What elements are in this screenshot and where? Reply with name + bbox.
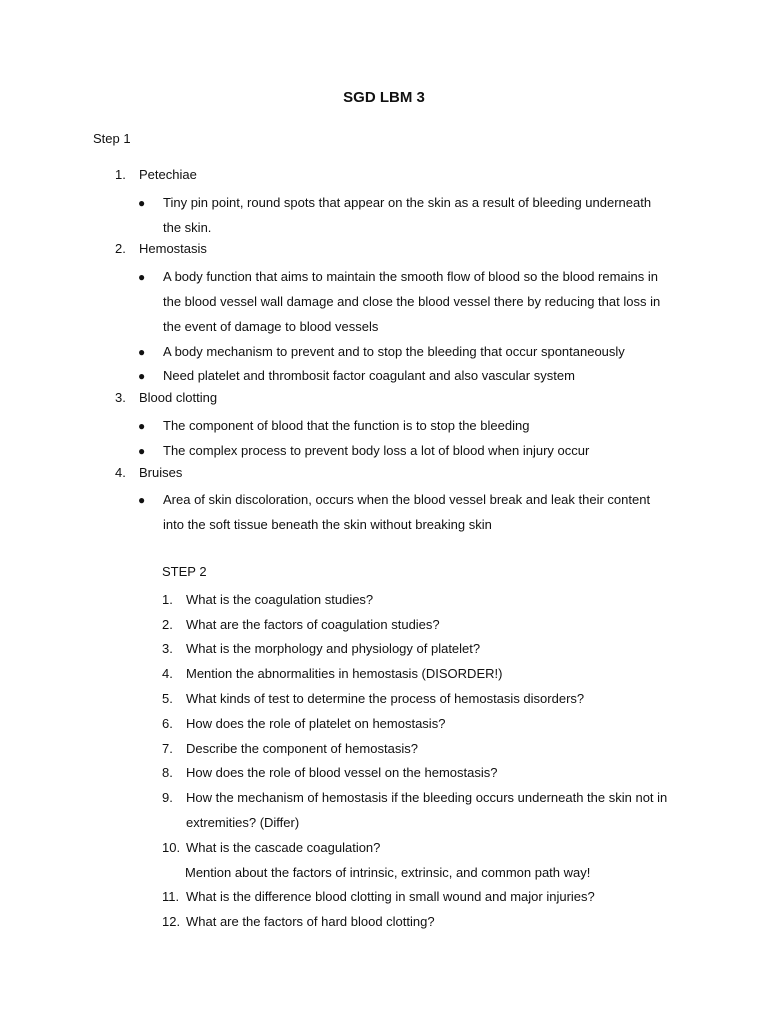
question-number: 12. [162, 914, 181, 930]
term-item-blood-clotting [0, 389, 768, 463]
question-item [0, 588, 674, 613]
term-number: 3. [115, 390, 126, 406]
definition-bullet [0, 265, 668, 339]
term-number: 4. [115, 464, 126, 480]
question-item [0, 613, 674, 638]
question-text: What are the factors of hard blood clotting? [186, 914, 435, 930]
question-number: 5. [162, 690, 173, 706]
question-number: 2. [162, 616, 173, 632]
term-label: Bruises [139, 464, 183, 480]
question-subtext: Mention about the factors of intrinsic, extrinsic, and common path way! [185, 864, 591, 880]
definition-text: Need platelet and thrombosit factor coagulant and also vascular system [163, 368, 575, 384]
definition-text: The complex process to prevent body loss a lot of blood when injury occur [163, 442, 590, 458]
definition-text: Area of skin discoloration, occurs when the blood vessel break and leak their content into the soft tissue beneath the skin without breaking skin [163, 492, 651, 533]
question-item [0, 885, 674, 910]
term-item-bruises [0, 464, 768, 538]
document-title: SGD LBM 3 [343, 89, 425, 106]
question-text: What is the cascade coagulation? [186, 839, 381, 855]
definition-text: A body function that aims to maintain the smooth flow of blood so the blood remains in the blood vessel wall damage and close the blood vessel there by reducing that loss in the event of damage to blood vessels [163, 269, 661, 334]
term-item-hemostasis [0, 240, 768, 389]
question-item [0, 637, 674, 662]
definition-bullet [0, 488, 668, 538]
definition-bullet [0, 191, 668, 241]
bullet-icon: ● [138, 443, 146, 458]
question-number: 1. [162, 591, 173, 607]
question-text: Mention the abnormalities in hemostasis (DISORDER!) [186, 666, 503, 682]
bullet-icon: ● [138, 369, 146, 384]
question-text: How does the role of blood vessel on the hemostasis? [186, 765, 498, 781]
question-text: What are the factors of coagulation studies? [186, 616, 440, 632]
term-label: Hemostasis [139, 241, 207, 257]
question-item [0, 786, 674, 836]
question-item [0, 687, 674, 712]
definition-bullet [0, 340, 668, 365]
term-number: 1. [115, 167, 126, 182]
definition-bullet [0, 439, 668, 464]
question-item [0, 910, 674, 935]
step1-heading: Step 1 [93, 131, 131, 146]
question-text: How the mechanism of hemostasis if the bleeding occurs underneath the skin not in extremities? (Differ) [186, 790, 668, 830]
step1-term-list [0, 166, 768, 538]
question-item [0, 662, 674, 687]
question-number: 9. [162, 790, 173, 806]
question-number: 8. [162, 765, 173, 781]
term-item-petechiae [0, 166, 768, 240]
definition-text: The component of blood that the function is to stop the bleeding [163, 417, 530, 433]
question-number: 10. [162, 839, 181, 855]
question-text: What is the coagulation studies? [186, 591, 374, 607]
question-item [0, 712, 674, 737]
definition-text: Tiny pin point, round spots that appear on the skin as a result of bleeding underneath the skin. [163, 194, 652, 235]
term-label: Blood clotting [139, 390, 218, 406]
question-number: 7. [162, 740, 173, 756]
bullet-icon: ● [138, 195, 146, 210]
question-text: What is the difference blood clotting in small wound and major injuries? [186, 889, 595, 905]
term-label: Petechiae [139, 167, 197, 182]
term-number: 2. [115, 241, 126, 257]
definition-bullet [0, 414, 668, 439]
bullet-icon: ● [138, 270, 146, 285]
question-number: 11. [162, 889, 180, 905]
step2-heading: STEP 2 [162, 564, 207, 579]
question-number: 4. [162, 666, 173, 682]
bullet-icon: ● [138, 344, 146, 359]
definition-text: A body mechanism to prevent and to stop the bleeding that occur spontaneously [163, 343, 625, 359]
question-text: How does the role of platelet on hemostasis? [186, 715, 446, 731]
question-text: Describe the component of hemostasis? [186, 740, 418, 756]
question-number: 6. [162, 715, 173, 731]
question-item [0, 836, 674, 886]
question-text: What kinds of test to determine the process of hemostasis disorders? [186, 690, 585, 706]
question-item [0, 761, 674, 786]
question-text: What is the morphology and physiology of platelet? [186, 641, 481, 657]
step2-section [0, 563, 768, 935]
bullet-icon: ● [138, 493, 146, 508]
bullet-icon: ● [138, 418, 146, 433]
definition-bullet [0, 364, 668, 389]
question-number: 3. [162, 641, 173, 657]
question-item [0, 737, 674, 762]
